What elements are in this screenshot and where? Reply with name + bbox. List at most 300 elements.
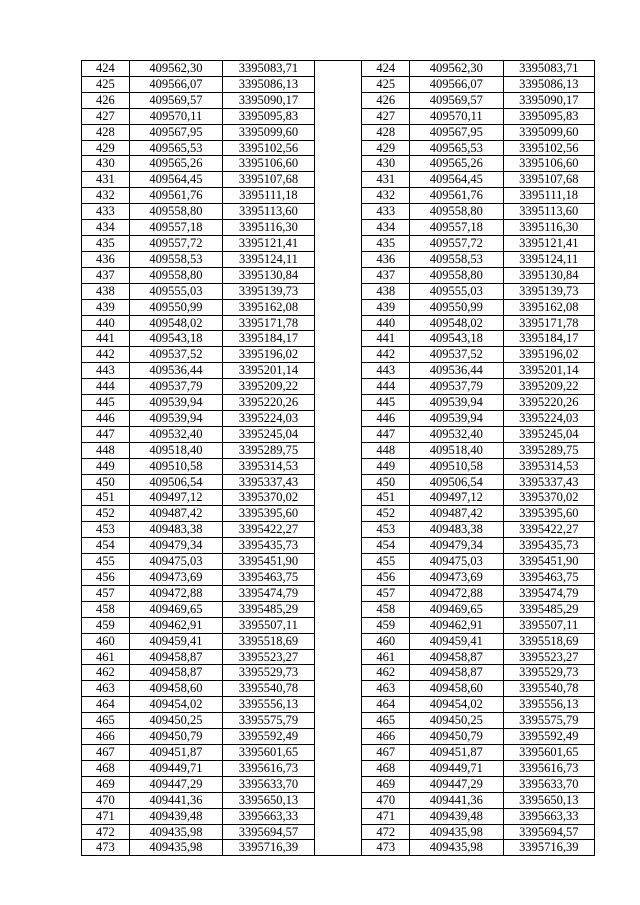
x-coordinate-cell: 409451,87 — [129, 744, 222, 760]
x-coordinate-cell: 409459,41 — [410, 633, 503, 649]
x-coordinate-cell: 409558,80 — [129, 204, 222, 220]
point-number-cell: 466 — [82, 729, 130, 745]
column-gap — [314, 824, 362, 840]
x-coordinate-cell: 409450,79 — [129, 729, 222, 745]
point-number-cell: 444 — [82, 379, 130, 395]
point-number-cell: 425 — [82, 76, 130, 92]
x-coordinate-cell: 409536,44 — [129, 363, 222, 379]
x-coordinate-cell: 409479,34 — [129, 538, 222, 554]
point-number-cell: 454 — [362, 538, 410, 554]
y-coordinate-cell: 3395245,04 — [503, 426, 594, 442]
column-gap — [314, 204, 362, 220]
point-number-cell: 436 — [82, 251, 130, 267]
point-number-cell: 453 — [82, 522, 130, 538]
y-coordinate-cell: 3395196,02 — [503, 347, 594, 363]
x-coordinate-cell: 409558,80 — [410, 204, 503, 220]
x-coordinate-cell: 409550,99 — [129, 299, 222, 315]
y-coordinate-cell: 3395529,73 — [223, 665, 314, 681]
table-row — [82, 554, 595, 570]
coordinate-table-body — [82, 61, 595, 856]
column-gap — [314, 410, 362, 426]
point-number-cell: 461 — [362, 649, 410, 665]
point-number-cell: 446 — [362, 410, 410, 426]
point-number-cell: 430 — [362, 156, 410, 172]
x-coordinate-cell: 409567,95 — [410, 124, 503, 140]
y-coordinate-cell: 3395121,41 — [503, 235, 594, 251]
x-coordinate-cell: 409562,30 — [410, 61, 503, 77]
point-number-cell: 445 — [82, 395, 130, 411]
y-coordinate-cell: 3395099,60 — [223, 124, 314, 140]
y-coordinate-cell: 3395113,60 — [223, 204, 314, 220]
x-coordinate-cell: 409565,53 — [129, 140, 222, 156]
point-number-cell: 465 — [362, 713, 410, 729]
x-coordinate-cell: 409558,53 — [129, 251, 222, 267]
x-coordinate-cell: 409562,30 — [129, 61, 222, 77]
point-number-cell: 462 — [362, 665, 410, 681]
x-coordinate-cell: 409569,57 — [410, 92, 503, 108]
y-coordinate-cell: 3395314,53 — [223, 458, 314, 474]
column-gap — [314, 760, 362, 776]
x-coordinate-cell: 409458,87 — [129, 649, 222, 665]
x-coordinate-cell: 409539,94 — [129, 410, 222, 426]
y-coordinate-cell: 3395616,73 — [223, 760, 314, 776]
x-coordinate-cell: 409557,72 — [129, 235, 222, 251]
column-gap — [314, 76, 362, 92]
y-coordinate-cell: 3395245,04 — [223, 426, 314, 442]
x-coordinate-cell: 409450,25 — [129, 713, 222, 729]
y-coordinate-cell: 3395370,02 — [223, 490, 314, 506]
column-gap — [314, 649, 362, 665]
point-number-cell: 447 — [82, 426, 130, 442]
y-coordinate-cell: 3395099,60 — [503, 124, 594, 140]
point-number-cell: 434 — [362, 220, 410, 236]
y-coordinate-cell: 3395395,60 — [223, 506, 314, 522]
x-coordinate-cell: 409536,44 — [410, 363, 503, 379]
table-row — [82, 204, 595, 220]
x-coordinate-cell: 409487,42 — [129, 506, 222, 522]
column-gap — [314, 792, 362, 808]
point-number-cell: 428 — [362, 124, 410, 140]
x-coordinate-cell: 409441,36 — [410, 792, 503, 808]
x-coordinate-cell: 409561,76 — [410, 188, 503, 204]
y-coordinate-cell: 3395650,13 — [503, 792, 594, 808]
point-number-cell: 471 — [82, 808, 130, 824]
y-coordinate-cell: 3395370,02 — [503, 490, 594, 506]
point-number-cell: 428 — [82, 124, 130, 140]
y-coordinate-cell: 3395224,03 — [503, 410, 594, 426]
point-number-cell: 430 — [82, 156, 130, 172]
y-coordinate-cell: 3395209,22 — [503, 379, 594, 395]
point-number-cell: 447 — [362, 426, 410, 442]
table-row — [82, 522, 595, 538]
column-gap — [314, 363, 362, 379]
point-number-cell: 426 — [362, 92, 410, 108]
column-gap — [314, 776, 362, 792]
table-row — [82, 808, 595, 824]
point-number-cell: 432 — [82, 188, 130, 204]
column-gap — [314, 490, 362, 506]
y-coordinate-cell: 3395209,22 — [223, 379, 314, 395]
point-number-cell: 448 — [82, 442, 130, 458]
y-coordinate-cell: 3395485,29 — [503, 601, 594, 617]
x-coordinate-cell: 409566,07 — [410, 76, 503, 92]
column-gap — [314, 140, 362, 156]
y-coordinate-cell: 3395529,73 — [503, 665, 594, 681]
y-coordinate-cell: 3395102,56 — [223, 140, 314, 156]
x-coordinate-cell: 409458,60 — [129, 681, 222, 697]
y-coordinate-cell: 3395102,56 — [503, 140, 594, 156]
column-gap — [314, 426, 362, 442]
y-coordinate-cell: 3395201,14 — [223, 363, 314, 379]
y-coordinate-cell: 3395095,83 — [223, 108, 314, 124]
point-number-cell: 424 — [82, 61, 130, 77]
table-row — [82, 729, 595, 745]
table-row — [82, 474, 595, 490]
table-row — [82, 331, 595, 347]
x-coordinate-cell: 409462,91 — [129, 617, 222, 633]
column-gap — [314, 458, 362, 474]
table-row — [82, 633, 595, 649]
y-coordinate-cell: 3395139,73 — [223, 283, 314, 299]
x-coordinate-cell: 409450,25 — [410, 713, 503, 729]
y-coordinate-cell: 3395694,57 — [223, 824, 314, 840]
y-coordinate-cell: 3395184,17 — [223, 331, 314, 347]
x-coordinate-cell: 409558,80 — [129, 267, 222, 283]
x-coordinate-cell: 409497,12 — [129, 490, 222, 506]
x-coordinate-cell: 409451,87 — [410, 744, 503, 760]
point-number-cell: 438 — [362, 283, 410, 299]
y-coordinate-cell: 3395113,60 — [503, 204, 594, 220]
table-row — [82, 410, 595, 426]
table-row — [82, 315, 595, 331]
table-row — [82, 538, 595, 554]
point-number-cell: 442 — [82, 347, 130, 363]
point-number-cell: 427 — [362, 108, 410, 124]
point-number-cell: 469 — [362, 776, 410, 792]
table-row — [82, 617, 595, 633]
point-number-cell: 458 — [362, 601, 410, 617]
point-number-cell: 455 — [82, 554, 130, 570]
y-coordinate-cell: 3395196,02 — [223, 347, 314, 363]
y-coordinate-cell: 3395523,27 — [503, 649, 594, 665]
y-coordinate-cell: 3395111,18 — [503, 188, 594, 204]
point-number-cell: 432 — [362, 188, 410, 204]
point-number-cell: 459 — [362, 617, 410, 633]
column-gap — [314, 283, 362, 299]
table-row — [82, 665, 595, 681]
y-coordinate-cell: 3395716,39 — [503, 840, 594, 856]
y-coordinate-cell: 3395116,30 — [503, 220, 594, 236]
point-number-cell: 433 — [362, 204, 410, 220]
table-row — [82, 124, 595, 140]
x-coordinate-cell: 409439,48 — [129, 808, 222, 824]
x-coordinate-cell: 409539,94 — [410, 410, 503, 426]
point-number-cell: 451 — [362, 490, 410, 506]
y-coordinate-cell: 3395694,57 — [503, 824, 594, 840]
x-coordinate-cell: 409473,69 — [410, 570, 503, 586]
y-coordinate-cell: 3395130,84 — [503, 267, 594, 283]
table-row — [82, 251, 595, 267]
column-gap — [314, 315, 362, 331]
table-row — [82, 760, 595, 776]
point-number-cell: 469 — [82, 776, 130, 792]
column-gap — [314, 633, 362, 649]
x-coordinate-cell: 409557,18 — [410, 220, 503, 236]
y-coordinate-cell: 3395633,70 — [503, 776, 594, 792]
y-coordinate-cell: 3395485,29 — [223, 601, 314, 617]
y-coordinate-cell: 3395289,75 — [503, 442, 594, 458]
point-number-cell: 460 — [82, 633, 130, 649]
point-number-cell: 426 — [82, 92, 130, 108]
column-gap — [314, 681, 362, 697]
point-number-cell: 455 — [362, 554, 410, 570]
x-coordinate-cell: 409473,69 — [129, 570, 222, 586]
x-coordinate-cell: 409570,11 — [129, 108, 222, 124]
y-coordinate-cell: 3395184,17 — [503, 331, 594, 347]
point-number-cell: 435 — [362, 235, 410, 251]
table-row — [82, 585, 595, 601]
x-coordinate-cell: 409472,88 — [410, 585, 503, 601]
point-number-cell: 449 — [82, 458, 130, 474]
y-coordinate-cell: 3395435,73 — [223, 538, 314, 554]
y-coordinate-cell: 3395556,13 — [223, 697, 314, 713]
y-coordinate-cell: 3395575,79 — [503, 713, 594, 729]
column-gap — [314, 697, 362, 713]
x-coordinate-cell: 409565,26 — [410, 156, 503, 172]
x-coordinate-cell: 409565,26 — [129, 156, 222, 172]
point-number-cell: 463 — [82, 681, 130, 697]
table-row — [82, 570, 595, 586]
x-coordinate-cell: 409435,98 — [410, 840, 503, 856]
x-coordinate-cell: 409459,41 — [129, 633, 222, 649]
y-coordinate-cell: 3395124,11 — [223, 251, 314, 267]
x-coordinate-cell: 409555,03 — [129, 283, 222, 299]
x-coordinate-cell: 409469,65 — [410, 601, 503, 617]
table-row — [82, 697, 595, 713]
y-coordinate-cell: 3395130,84 — [223, 267, 314, 283]
y-coordinate-cell: 3395107,68 — [223, 172, 314, 188]
x-coordinate-cell: 409506,54 — [129, 474, 222, 490]
point-number-cell: 473 — [362, 840, 410, 856]
column-gap — [314, 331, 362, 347]
x-coordinate-cell: 409441,36 — [129, 792, 222, 808]
point-number-cell: 452 — [82, 506, 130, 522]
point-number-cell: 468 — [362, 760, 410, 776]
table-row — [82, 792, 595, 808]
point-number-cell: 467 — [82, 744, 130, 760]
x-coordinate-cell: 409548,02 — [410, 315, 503, 331]
column-gap — [314, 713, 362, 729]
point-number-cell: 439 — [362, 299, 410, 315]
x-coordinate-cell: 409539,94 — [410, 395, 503, 411]
y-coordinate-cell: 3395435,73 — [503, 538, 594, 554]
y-coordinate-cell: 3395171,78 — [503, 315, 594, 331]
point-number-cell: 429 — [82, 140, 130, 156]
y-coordinate-cell: 3395451,90 — [503, 554, 594, 570]
point-number-cell: 442 — [362, 347, 410, 363]
y-coordinate-cell: 3395106,60 — [503, 156, 594, 172]
x-coordinate-cell: 409487,42 — [410, 506, 503, 522]
table-row — [82, 442, 595, 458]
y-coordinate-cell: 3395086,13 — [503, 76, 594, 92]
y-coordinate-cell: 3395663,33 — [503, 808, 594, 824]
point-number-cell: 466 — [362, 729, 410, 745]
table-row — [82, 299, 595, 315]
table-row — [82, 363, 595, 379]
point-number-cell: 458 — [82, 601, 130, 617]
point-number-cell: 437 — [362, 267, 410, 283]
y-coordinate-cell: 3395601,65 — [503, 744, 594, 760]
x-coordinate-cell: 409518,40 — [410, 442, 503, 458]
point-number-cell: 454 — [82, 538, 130, 554]
column-gap — [314, 124, 362, 140]
y-coordinate-cell: 3395422,27 — [223, 522, 314, 538]
x-coordinate-cell: 409472,88 — [129, 585, 222, 601]
point-number-cell: 471 — [362, 808, 410, 824]
point-number-cell: 451 — [82, 490, 130, 506]
y-coordinate-cell: 3395592,49 — [503, 729, 594, 745]
y-coordinate-cell: 3395463,75 — [223, 570, 314, 586]
table-row — [82, 506, 595, 522]
x-coordinate-cell: 409454,02 — [129, 697, 222, 713]
point-number-cell: 468 — [82, 760, 130, 776]
x-coordinate-cell: 409543,18 — [129, 331, 222, 347]
table-row — [82, 681, 595, 697]
column-gap — [314, 601, 362, 617]
y-coordinate-cell: 3395422,27 — [503, 522, 594, 538]
column-gap — [314, 442, 362, 458]
y-coordinate-cell: 3395162,08 — [503, 299, 594, 315]
point-number-cell: 449 — [362, 458, 410, 474]
y-coordinate-cell: 3395090,17 — [223, 92, 314, 108]
x-coordinate-cell: 409510,58 — [129, 458, 222, 474]
x-coordinate-cell: 409537,79 — [410, 379, 503, 395]
x-coordinate-cell: 409449,71 — [410, 760, 503, 776]
point-number-cell: 440 — [362, 315, 410, 331]
table-row — [82, 426, 595, 442]
column-gap — [314, 585, 362, 601]
x-coordinate-cell: 409537,52 — [410, 347, 503, 363]
x-coordinate-cell: 409555,03 — [410, 283, 503, 299]
y-coordinate-cell: 3395220,26 — [223, 395, 314, 411]
point-number-cell: 438 — [82, 283, 130, 299]
point-number-cell: 444 — [362, 379, 410, 395]
x-coordinate-cell: 409458,60 — [410, 681, 503, 697]
y-coordinate-cell: 3395289,75 — [223, 442, 314, 458]
x-coordinate-cell: 409558,53 — [410, 251, 503, 267]
x-coordinate-cell: 409479,34 — [410, 538, 503, 554]
y-coordinate-cell: 3395523,27 — [223, 649, 314, 665]
point-number-cell: 436 — [362, 251, 410, 267]
table-row — [82, 601, 595, 617]
x-coordinate-cell: 409543,18 — [410, 331, 503, 347]
column-gap — [314, 61, 362, 77]
point-number-cell: 456 — [362, 570, 410, 586]
y-coordinate-cell: 3395575,79 — [223, 713, 314, 729]
point-number-cell: 431 — [362, 172, 410, 188]
table-row — [82, 458, 595, 474]
table-row — [82, 347, 595, 363]
point-number-cell: 463 — [362, 681, 410, 697]
x-coordinate-cell: 409569,57 — [129, 92, 222, 108]
x-coordinate-cell: 409454,02 — [410, 697, 503, 713]
y-coordinate-cell: 3395540,78 — [503, 681, 594, 697]
y-coordinate-cell: 3395121,41 — [223, 235, 314, 251]
y-coordinate-cell: 3395111,18 — [223, 188, 314, 204]
y-coordinate-cell: 3395139,73 — [503, 283, 594, 299]
y-coordinate-cell: 3395395,60 — [503, 506, 594, 522]
point-number-cell: 437 — [82, 267, 130, 283]
table-row — [82, 776, 595, 792]
y-coordinate-cell: 3395083,71 — [503, 61, 594, 77]
y-coordinate-cell: 3395451,90 — [223, 554, 314, 570]
point-number-cell: 462 — [82, 665, 130, 681]
point-number-cell: 429 — [362, 140, 410, 156]
table-row — [82, 395, 595, 411]
point-number-cell: 448 — [362, 442, 410, 458]
table-row — [82, 379, 595, 395]
column-gap — [314, 235, 362, 251]
point-number-cell: 465 — [82, 713, 130, 729]
point-number-cell: 464 — [82, 697, 130, 713]
x-coordinate-cell: 409449,71 — [129, 760, 222, 776]
y-coordinate-cell: 3395474,79 — [503, 585, 594, 601]
y-coordinate-cell: 3395507,11 — [223, 617, 314, 633]
point-number-cell: 431 — [82, 172, 130, 188]
y-coordinate-cell: 3395601,65 — [223, 744, 314, 760]
column-gap — [314, 808, 362, 824]
table-row — [82, 220, 595, 236]
coordinate-table — [81, 60, 595, 856]
point-number-cell: 450 — [362, 474, 410, 490]
point-number-cell: 425 — [362, 76, 410, 92]
column-gap — [314, 665, 362, 681]
table-row — [82, 267, 595, 283]
x-coordinate-cell: 409483,38 — [410, 522, 503, 538]
x-coordinate-cell: 409566,07 — [129, 76, 222, 92]
point-number-cell: 453 — [362, 522, 410, 538]
y-coordinate-cell: 3395171,78 — [223, 315, 314, 331]
y-coordinate-cell: 3395107,68 — [503, 172, 594, 188]
column-gap — [314, 347, 362, 363]
y-coordinate-cell: 3395507,11 — [503, 617, 594, 633]
point-number-cell: 434 — [82, 220, 130, 236]
table-row — [82, 649, 595, 665]
point-number-cell: 473 — [82, 840, 130, 856]
x-coordinate-cell: 409564,45 — [129, 172, 222, 188]
y-coordinate-cell: 3395633,70 — [223, 776, 314, 792]
x-coordinate-cell: 409532,40 — [129, 426, 222, 442]
point-number-cell: 461 — [82, 649, 130, 665]
point-number-cell: 452 — [362, 506, 410, 522]
y-coordinate-cell: 3395650,13 — [223, 792, 314, 808]
column-gap — [314, 395, 362, 411]
point-number-cell: 424 — [362, 61, 410, 77]
column-gap — [314, 840, 362, 856]
table-row — [82, 188, 595, 204]
y-coordinate-cell: 3395095,83 — [503, 108, 594, 124]
table-row — [82, 140, 595, 156]
y-coordinate-cell: 3395314,53 — [503, 458, 594, 474]
x-coordinate-cell: 409458,87 — [410, 649, 503, 665]
x-coordinate-cell: 409561,76 — [129, 188, 222, 204]
column-gap — [314, 108, 362, 124]
y-coordinate-cell: 3395592,49 — [223, 729, 314, 745]
point-number-cell: 470 — [82, 792, 130, 808]
y-coordinate-cell: 3395162,08 — [223, 299, 314, 315]
column-gap — [314, 156, 362, 172]
y-coordinate-cell: 3395716,39 — [223, 840, 314, 856]
